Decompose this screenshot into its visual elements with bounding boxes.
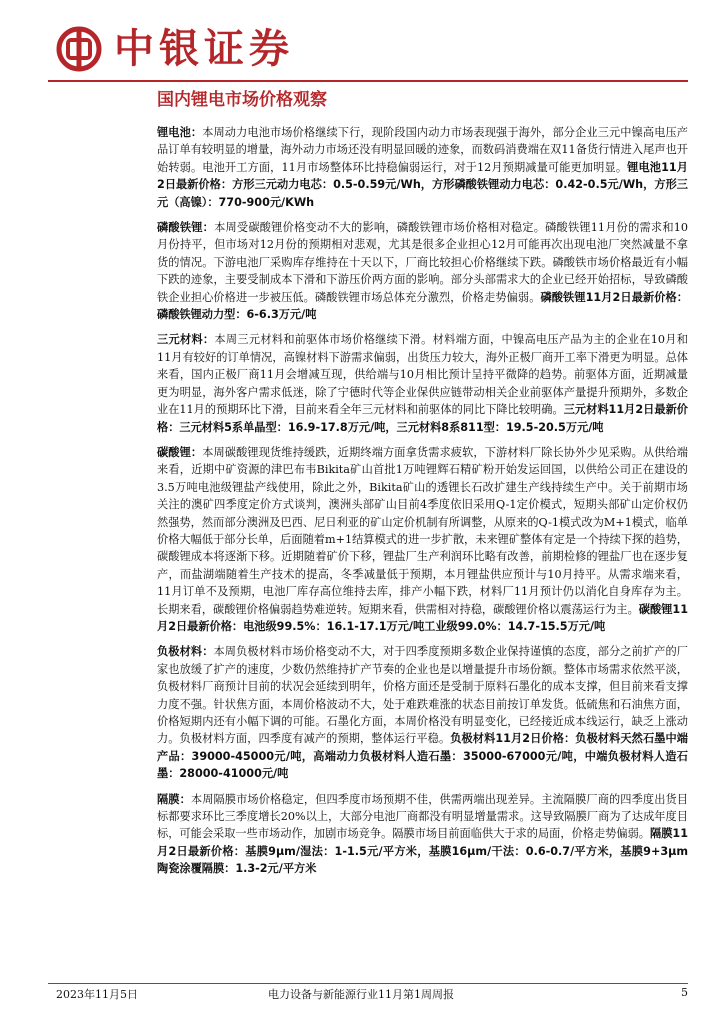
paragraph-body: 本周负极材料市场价格变动不大，对于四季度预期多数企业保持谨慎的态度，部分之前扩产的厂家也放缓了扩产的速度，少数仍然维持扩产节奏的企业也是以增量提升市场份额。整体市场需求依然平淡，负极材料厂商预计目前的状况会延续到明年，价格方面还是受制于原料石墨化的成本支撑，但目前来看支撑力度不强。针状焦方面，本周价格波动不大，处于难跌难涨的状态目前按订单发货。低硫焦和石油焦方面，价格短期内还有小幅下调的可能。石墨化方面，本周价格没有明显变化，已经接近成本线运行，缺乏上涨动力。负极材料方面，四季度有减产的预期，整体运行平稳。 bbox=[157, 645, 688, 746]
footer-report-title: 电力设备与新能源行业11月第1周周报 bbox=[268, 988, 454, 1001]
paragraph-body: 本周动力电池市场价格继续下行，现阶段国内动力市场表现强于海外，部分企业三元中镍高电压产品订单有较明显的增量，海外动力市场还没有明显回暖的迹象，而数码消费端在双11备货行情进入尾声也开始转弱。电池开工方面，11月市场整体环比持稳偏弱运行，对于12月预期减量可能更加明显。 bbox=[157, 126, 688, 174]
paragraph-body: 本周受碳酸锂价格变动不大的影响，磷酸铁锂市场价格相对稳定。磷酸铁锂11月份的需求和10月份持平，但市场对12月份的预期相对悲观，尤其是很多企业担心12月可能再次出现电池厂突然减量不拿货的情况。下游电池厂采购库存维持在十天以下，厂商比较担心价格继续下跌。磷酸铁市场价格最近有小幅下跌的迹象，主要受制成本下滑和下游压价两方面的影响。部分头部需求大的企业已经开始招标，导致磷酸铁企业担心价格进一步被压低。磷酸铁锂市场总体充分激烈，价格走势偏弱。 bbox=[157, 221, 688, 304]
paragraph-label: 负极材料： bbox=[157, 645, 214, 659]
paragraph-body: 本周隔膜市场价格稳定，但四季度市场预期不佳，供需两端出现差异。主流隔膜厂商的四季度出货目标都要求环比三季度增长20%以上，大部分电池厂商都没有明显增量需求。这导致隔膜厂商为了达成年度目标，可能会采取一些市场动作，加剧市场竞争。隔膜市场目前面临供大于求的局面，价格走势偏弱。 bbox=[157, 792, 688, 841]
page-header bbox=[48, 20, 688, 80]
paragraph-label: 锂电池： bbox=[157, 126, 203, 139]
paragraph-body: 本周三元材料和前驱体市场价格继续下滑。材料端方面，中镍高电压产品为主的企业在10月和11月有较好的订单情况，高镍材料下游需求偏弱，出货压力较大，海外正极厂商开工率下滑更为明显。总体来看，国内正极厂商11月会增减互现，供给端与10月相比预计呈持平微降的趋势。前驱体方面，近期减量更为明显，海外客户需求低迷，除了宁德时代等企业保供应链带动相关企业前驱体产量提升预期外，多数企业在11月的预期环比下滑，目前来看全年三元材料和前驱体的同比下降比较明确。 bbox=[157, 333, 688, 417]
price-summary: 磷酸铁锂11月2日最新价格：磷酸铁锂动力型：6-6.3万元/吨 bbox=[157, 290, 688, 322]
paragraph-label: 三元材料： bbox=[157, 333, 215, 347]
price-summary: 碳酸锂11月2日最新价格：电池级99.5%：16.1-17.1万元/吨工业级99.0%：14.7-15.5万元/吨 bbox=[157, 602, 688, 633]
paragraph-label: 碳酸锂： bbox=[157, 445, 203, 459]
paragraph-label: 磷酸铁锂： bbox=[157, 221, 215, 235]
bank-of-china-logo-icon bbox=[56, 26, 102, 72]
paragraph-lfp bbox=[157, 219, 688, 323]
paragraph-lithium-carbonate bbox=[157, 444, 688, 635]
paragraph-ternary bbox=[157, 331, 688, 435]
footer-date: 2023年11月5日 bbox=[56, 988, 138, 1001]
paragraph-body: 本周碳酸锂现货维持缓跌，近期终端方面拿货需求疲软，下游材料厂除长协外少见采购。从供给端来看，近期中矿资源的津巴布韦Bikita矿山首批1万吨锂辉石精矿粉开始发运回国，以供给公司正在建设的3.5万吨电池级锂盐产线使用，除此之外，Bikita矿山的透锂长石改扩建生产线持续生产中。关于前期市场关注的澳矿四季度定价方式谈判，澳洲头部矿山目前4季度依旧采用Q-1定价模式，短期头部矿山定价权仍然强势，然而部分澳洲及巴西、尼日利亚的矿山定价机制有所调整，从原来的Q-1模式改为M+1模式，临单价格大幅低于部分长单，后面随着m+1结算模式的进一步扩散，未来锂矿整体有定是一个持续下探的趋势，碳酸锂成本将逐渐下移。近期随着矿价下移，锂盐厂生产利润环比略有改善，前期检修的锂盐厂也在逐步复产，而盐湖端随着生产技术的提高，冬季减量低于预期，本月锂盐供应预计与10月持平。从需求端来看，11月订单不及预期，电池厂库存高位维持去库，排产小幅下跌，材料厂11月预计仍以消化自身库存为主。长期来看，碳酸锂价格偏弱趋势难逆转。短期来看，供需相对持稳，碳酸锂价格以震荡运行为主。 bbox=[157, 445, 688, 616]
price-summary: 锂电池11月2日最新价格：方形三元动力电芯：0.5-0.59元/Wh，方形磷酸铁锂动力电芯：0.42-0.5元/Wh，方形三元（高镍）：770-900元/KWh bbox=[157, 160, 688, 209]
report-body bbox=[157, 124, 688, 886]
price-summary: 三元材料11月2日最新价格：三元材料5系单晶型：16.9-17.8万元/吨，三元材料8系811型：19.5-20.5万元/吨 bbox=[157, 403, 688, 434]
section-title: 国内锂电市场价格观察 bbox=[157, 90, 327, 110]
page-number: 5 bbox=[681, 986, 688, 999]
paragraph-anode bbox=[157, 643, 688, 782]
price-summary: 隔膜11月2日最新价格：基膜9μm/湿法：1-1.5元/平方米，基膜16μm/干法：0.6-0.7/平方米，基膜9+3μm陶瓷涂覆隔膜：1.3-2元/平方米 bbox=[157, 827, 688, 876]
paragraph-label: 隔膜： bbox=[157, 792, 191, 806]
price-summary: 负极材料11月2日价格：负极材料天然石墨中端产品：39000-45000元/吨，高端动力负极材料人造石墨：35000-67000元/吨，中端负极材料人造石墨：28000-41000元/吨 bbox=[157, 732, 688, 781]
paragraph-separator bbox=[157, 791, 688, 878]
header-divider bbox=[48, 80, 688, 82]
footer-divider bbox=[48, 983, 688, 984]
page-footer bbox=[48, 986, 688, 1008]
paragraph-lithium-battery bbox=[157, 124, 688, 211]
brand-name: 中银证券 bbox=[114, 26, 294, 72]
